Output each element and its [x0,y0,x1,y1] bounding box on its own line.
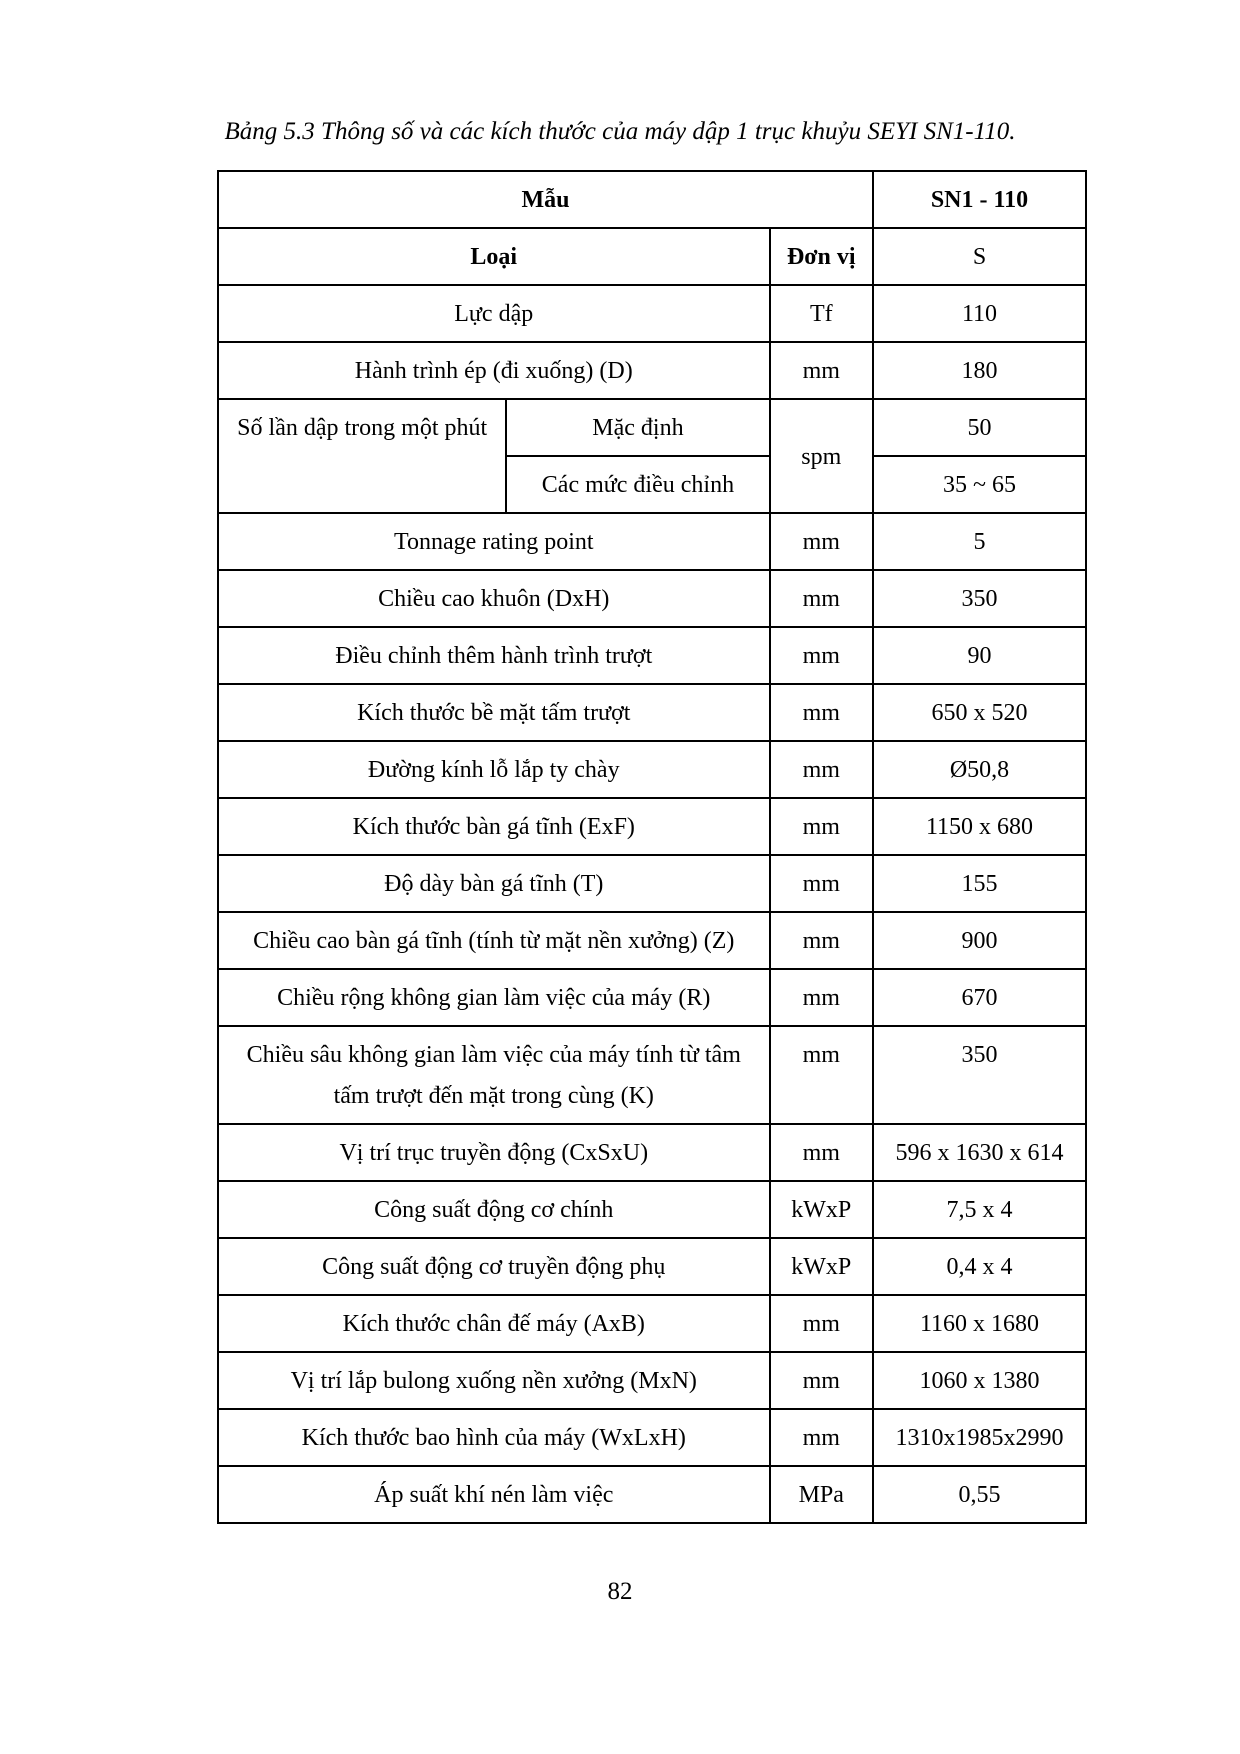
table-row: Điều chỉnh thêm hành trình trượt mm 90 [218,627,1086,684]
page-number: 82 [607,1578,633,1605]
table-row-spm: Số lần dập trong một phút Mặc định spm 50 [218,399,1086,456]
table-row: Chiều cao bàn gá tĩnh (tính từ mặt nền xưởng) (Z) mm 900 [218,912,1086,969]
table-caption: Bảng 5.3 Thông số và các kích thước của máy dập 1 trục khuỷu SEYI SN1-110. [224,118,1016,145]
table-row-spm-range: Các mức điều chỉnh 35 ~ 65 [218,456,1086,513]
table-row: Chiều cao khuôn (DxH) mm 350 [218,570,1086,627]
table-row: Chiều rộng không gian làm việc của máy (R) mm 670 [218,969,1086,1026]
table-row: Tonnage rating point mm 5 [218,513,1086,570]
table-row: Kích thước bàn gá tĩnh (ExF) mm 1150 x 680 [218,798,1086,855]
unit-label: Đơn vị [770,228,873,285]
type-value: S [873,228,1086,285]
spm-label: Số lần dập trong một phút [218,399,506,513]
model-value: SN1 - 110 [873,171,1086,228]
table-row: Chiều sâu không gian làm việc của máy tính từ tâm tấm trượt đến mặt trong cùng (K) mm 350 [218,1026,1086,1124]
header-row-model [218,171,1086,228]
table-row: Lực dập Tf 110 [218,285,1086,342]
table-row: Đường kính lỗ lắp ty chày mm Ø50,8 [218,741,1086,798]
model-label: Mẫu [218,171,873,228]
table-row: Công suất động cơ chính kWxP 7,5 x 4 [218,1181,1086,1238]
table-row: Hành trình ép (đi xuống) (D) mm 180 [218,342,1086,399]
table-row: Vị trí trục truyền động (CxSxU) mm 596 x 1630 x 614 [218,1124,1086,1181]
table-row: Kích thước bao hình của máy (WxLxH) mm 1310x1985x2990 [218,1409,1086,1466]
table-row: Áp suất khí nén làm việc MPa 0,55 [218,1466,1086,1523]
table-row: Kích thước bề mặt tấm trượt mm 650 x 520 [218,684,1086,741]
table-row: Độ dày bàn gá tĩnh (T) mm 155 [218,855,1086,912]
spec-table [217,170,1087,1524]
table-row: Vị trí lắp bulong xuống nền xưởng (MxN) mm 1060 x 1380 [218,1352,1086,1409]
header-row-type [218,228,1086,285]
table-row: Kích thước chân đế máy (AxB) mm 1160 x 1680 [218,1295,1086,1352]
type-label: Loại [218,228,770,285]
table-row: Công suất động cơ truyền động phụ kWxP 0,4 x 4 [218,1238,1086,1295]
